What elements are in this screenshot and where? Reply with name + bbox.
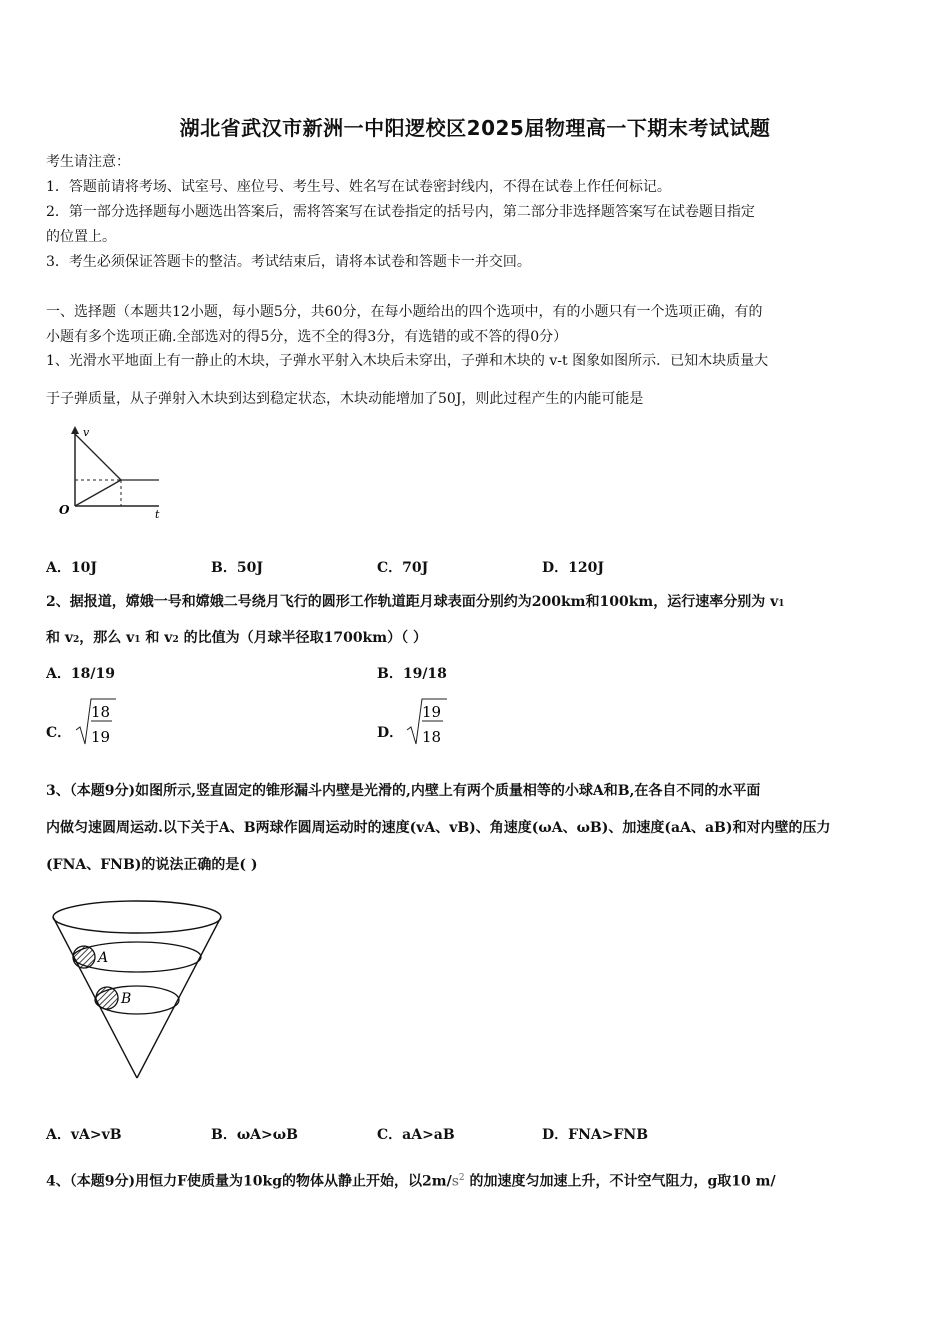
q3-option-b[interactable]: B．ωA>ωB <box>211 1127 298 1143</box>
q4-text: 4、（本题9分)用恒力F使质量为10kg的物体从静止开始，以$2m/s^2$ 的加速度匀加速上升，不计空气阻力，g取10 m/ <box>46 1173 776 1190</box>
q3-option-c[interactable]: C．aA>aB <box>377 1127 455 1143</box>
v-label: v <box>83 426 90 439</box>
numerator: 18 <box>91 703 111 721</box>
v-axis-arrow <box>71 426 79 434</box>
q3-option-a[interactable]: A．vA>vB <box>46 1127 122 1143</box>
ball-b <box>96 987 118 1009</box>
q1-option-a[interactable]: A．10J <box>46 560 97 576</box>
q1-option-c[interactable]: C．70J <box>377 560 429 576</box>
vt-graph <box>55 422 175 522</box>
ball-a <box>73 946 95 968</box>
q2-text: 2、据报道，嫦娥一号和嫦娥二号绕月飞行的圆形工作轨道距月球表面分别约为200km和100km，运行速率分别为 v1 <box>46 594 785 610</box>
origin-label: O <box>59 503 70 517</box>
q1-option-d[interactable]: D．120J <box>542 560 604 576</box>
notice-item: 3．考生必须保证答题卡的整洁。考试结束后，请将本试卷和答题卡一并交回。 <box>46 254 531 270</box>
section-heading: 一、选择题（本题共12小题，每小题5分，共60分，在每小题给出的四个选项中，有的小题只有一个选项正确，有的 <box>46 304 763 320</box>
q2-option-c[interactable]: C． <box>46 725 72 741</box>
q3-option-d[interactable]: D．FNA>FNB <box>542 1127 649 1143</box>
notice-item: 2．第一部分选择题每小题选出答案后，需将答案写在试卷指定的括号内，第二部分非选择题答案写在试卷题目指定 <box>46 204 755 220</box>
q1-text: 于子弹质量，从子弹射入木块到达到稳定状态，木块动能增加了50J，则此过程产生的内能可能是 <box>46 391 644 407</box>
q2-option-d[interactable]: D． <box>377 725 404 741</box>
q2-option-a[interactable]: A．18/19 <box>46 666 115 682</box>
funnel-rim <box>53 901 221 933</box>
q1-text: 1、光滑水平地面上有一静止的木块，子弹水平射入木块后未穿出，子弹和木块的 v-t 图象如图所示．已知木块质量大 <box>46 353 769 369</box>
q3-text: 内做匀速圆周运动.以下关于A、B两球作圆周运动时的速度(vA、vB)、角速度(ωA、ωB)、加速度(aA、aB)和对内壁的压力 <box>46 820 831 836</box>
denominator: 18 <box>422 728 442 746</box>
sqrt-fraction-d <box>405 696 449 748</box>
q2-option-b[interactable]: B．19/18 <box>377 666 447 682</box>
ball-a-label: A <box>98 950 109 966</box>
notice-item: 1．答题前请将考场、试室号、座位号、考生号、姓名写在试卷密封线内，不得在试卷上作任何标记。 <box>46 179 671 195</box>
q3-text: 3、（本题9分)如图所示,竖直固定的锥形漏斗内壁是光滑的,内壁上有两个质量相等的小球A和B,在各自不同的水平面 <box>46 783 761 799</box>
numerator: 19 <box>422 703 442 721</box>
q3-text: (FNA、FNB)的说法正确的是( ) <box>46 857 258 873</box>
notice-item: 的位置上。 <box>46 229 116 245</box>
funnel-diagram <box>45 895 230 1085</box>
denominator: 19 <box>91 728 111 746</box>
q1-option-b[interactable]: B．50J <box>211 560 263 576</box>
notice-heading: 考生请注意： <box>46 154 130 170</box>
section-heading: 小题有多个选项正确.全部选对的得5分，选不全的得3分，有选错的或不答的得0分） <box>46 329 568 345</box>
page-title: 湖北省武汉市新洲一中阳逻校区2025届物理高一下期末考试试题 <box>179 116 771 140</box>
bullet-line <box>75 434 121 480</box>
sqrt-fraction-c <box>74 696 118 748</box>
t-label: t <box>155 508 160 521</box>
ball-b-label: B <box>121 991 132 1007</box>
q2-text: 和 v2，那么 v1 和 v2 的比值为（月球半径取1700km）（ ） <box>46 630 427 646</box>
block-line <box>75 480 121 506</box>
